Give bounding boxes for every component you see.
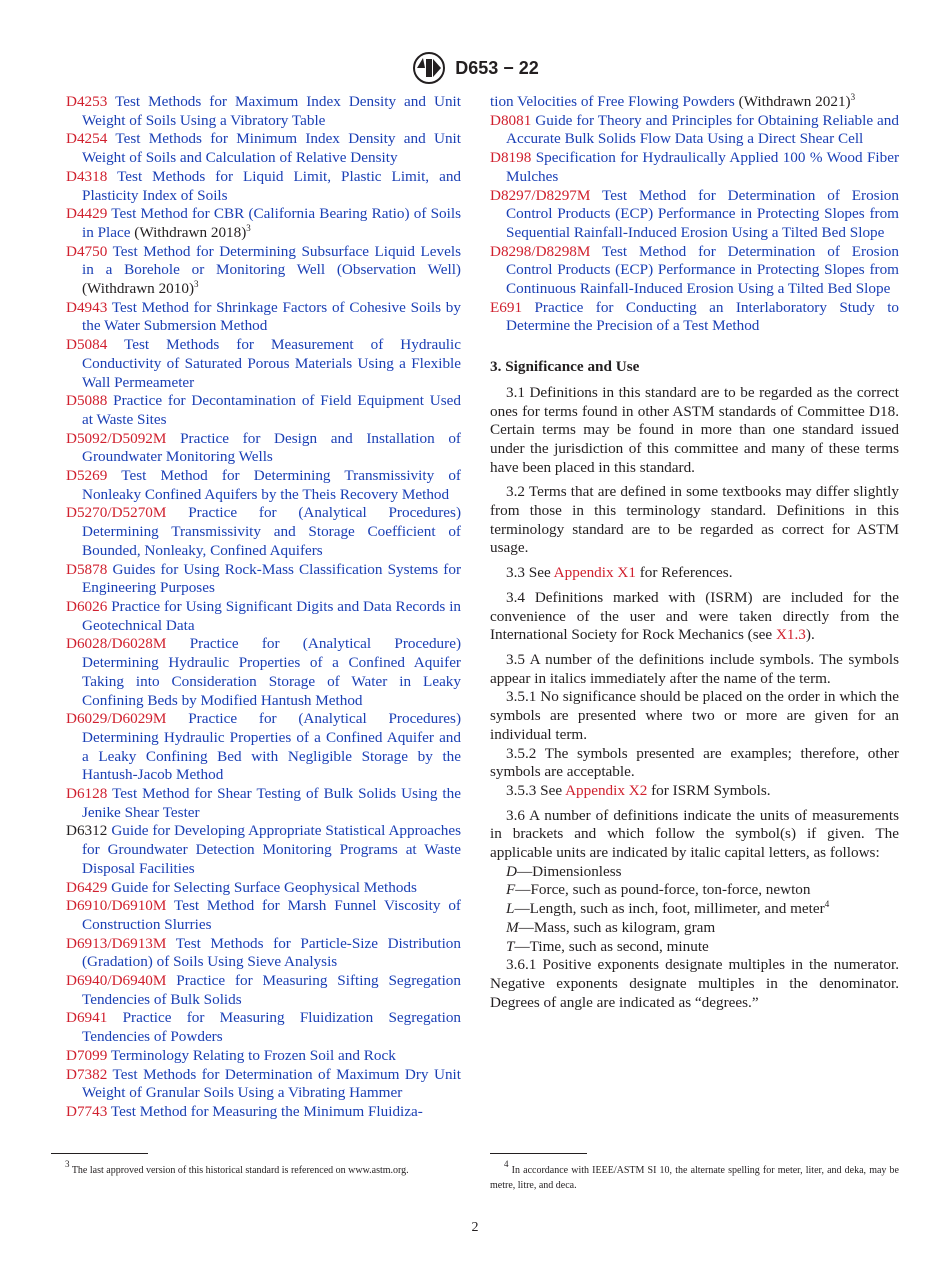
reference-entry (490, 187, 899, 243)
units-list (490, 863, 899, 957)
section-heading: 3. Significance and Use (490, 358, 640, 376)
reference-title-link[interactable]: Test Methods for Particle-Size Distribution (Gradation) of Soils Using Sieve Analysis (82, 934, 461, 971)
reference-code-link[interactable]: D6913/D6913M (66, 934, 167, 952)
reference-entry (490, 299, 899, 336)
reference-title-link[interactable]: Practice for Decontamination of Field Equipment Used at Waste Sites (82, 392, 461, 428)
reference-title-link[interactable]: Test Methods for Maximum Index Density and Unit Weight of Soils Using a Vibratory Table (82, 93, 461, 129)
reference-code-link[interactable]: D4429 (66, 205, 108, 223)
reference-entry (66, 1047, 461, 1066)
footnote-rule-right (490, 1153, 587, 1154)
paragraph-3-6-1: 3.6.1 Positive exponents designate multiples in the numerator. Negative exponents designate multiples in the denominator. Degrees of angle are indicated as “degrees.” (490, 956, 899, 1011)
unit-symbol: L (506, 900, 515, 918)
paragraph-3-1: 3.1 Definitions in this standard are to be regarded as the correct ones for terms found in other ASTM standards of Committee D18. Certain terms may be found in more than one standard issued under the jurisdiction of this committee and many of these terms have been placed in this standard. (490, 383, 899, 476)
footnote-4-text: In accordance with IEEE/ASTM SI 10, the alternate spelling for meter, liter, and deka, may be metre, litre, and deca. (490, 1165, 899, 1191)
footnote-4-number: 4 (504, 1159, 509, 1169)
paragraph-3-6: 3.6 A number of definitions indicate the units of measurements in brackets and which follow the symbol(s) if given. The applicable units are indicated by italic capital letters, as follows: (490, 806, 899, 862)
footnote-3-text: The last approved version of this historical standard is referenced on www.astm.org. (71, 1165, 409, 1176)
reference-title-link[interactable]: Specification for Hydraulically Applied 100 % Wood Fiber Mulches (506, 149, 899, 185)
x1-3-link[interactable]: X1.3 (775, 626, 806, 644)
reference-entry (66, 504, 461, 560)
reference-title-link[interactable]: Practice for Conducting an Interlaboratory Study to Determine the Precision of a Test Method (506, 298, 900, 335)
reference-title-link[interactable]: Practice for Measuring Sifting Segregation Tendencies of Bulk Solids (82, 972, 461, 1008)
reference-code-link[interactable]: D7099 (66, 1046, 108, 1064)
reference-code-link[interactable]: D6429 (66, 878, 108, 896)
footnote-4 (490, 1159, 899, 1193)
reference-entry (66, 972, 461, 1009)
reference-code-link[interactable]: D7743 (66, 1102, 108, 1120)
unit-definition (490, 900, 899, 919)
reference-title-link[interactable]: Test Method for Determination of Erosion Control Products (ECP) Performance in Protecting Slopes from Continuous Rainfall-Induced Erosion Using a Tilted Bed Slope (506, 242, 899, 298)
reference-code-link[interactable]: D8298/D8298M (490, 242, 591, 260)
reference-code-link[interactable]: D8198 (490, 149, 532, 167)
unit-symbol: T (506, 937, 515, 955)
astm-logo-icon (411, 52, 447, 84)
page-header (0, 52, 950, 84)
appendix-x1-link[interactable]: Appendix X1 (553, 564, 636, 582)
reference-entry (66, 710, 461, 785)
reference-title-link[interactable]: Test Methods for Determination of Maximum Dry Unit Weight of Granular Soils Using a Vibrating Hammer (82, 1065, 461, 1102)
paragraph-3-4-text: 3.4 Definitions marked with (ISRM) are included for the convenience of the user and were taken directly from the International Society for Rock Mechanics (see (490, 588, 899, 644)
reference-entry (66, 467, 461, 504)
reference-entry (66, 897, 461, 934)
reference-title-link[interactable]: Test Method for Determining Subsurface Liquid Levels in a Borehole or Monitoring Well (Observation Well) (82, 242, 461, 279)
reference-title-link[interactable]: Guide for Theory and Principles for Obtaining Reliable and Accurate Bulk Solids Flow Data Using a Direct Shear Cell (506, 111, 899, 148)
reference-title-link[interactable]: Test Methods for Measurement of Hydraulic Conductivity of Saturated Porous Materials Using a Flexible Wall Permeameter (82, 336, 461, 391)
reference-code-link[interactable]: D5269 (66, 467, 108, 485)
reference-title-link[interactable]: Practice for Design and Installation of Groundwater Monitoring Wells (82, 429, 461, 466)
footnote-rule-left (51, 1153, 148, 1154)
reference-title-link[interactable]: Test Method for Determining Transmissivity of Nonleaky Confined Aquifers by the Theis Recovery Method (82, 467, 461, 503)
reference-title-link[interactable]: Guide for Developing Appropriate Statistical Approaches for Groundwater Detection Monitoring Programs at Waste Disposal Facilities (82, 822, 461, 877)
unit-description: —Length, such as inch, foot, millimeter, and meter (514, 900, 825, 918)
reference-code-link[interactable]: D4750 (66, 242, 108, 260)
reference-code-link[interactable]: D5084 (66, 336, 108, 354)
reference-code-link[interactable]: D5878 (66, 560, 108, 578)
reference-code-link[interactable]: D6128 (66, 785, 108, 803)
reference-title-link[interactable]: Practice for (Analytical Procedures) Determining Hydraulic Properties of a Confined Aquifer and a Leaky Confining Bed with Negligible Storage by the Hantush-Jacob Method (82, 710, 461, 784)
referenced-documents-list-right (490, 93, 899, 336)
reference-code-link[interactable]: D8297/D8297M (490, 186, 591, 204)
reference-entry (66, 822, 461, 878)
appendix-x2-link[interactable]: Appendix X2 (565, 781, 648, 799)
left-column (66, 93, 461, 1122)
paragraph-3-3-text: 3.3 See (506, 564, 554, 582)
unit-symbol: F (506, 881, 516, 899)
reference-code-link[interactable]: D4943 (66, 298, 108, 316)
reference-entry (66, 561, 461, 598)
reference-entry (66, 1009, 461, 1046)
unit-definition (490, 881, 899, 900)
footnote-3-number: 3 (65, 1159, 70, 1169)
reference-title-link[interactable]: Practice for Using Significant Digits and Data Records in Geotechnical Data (82, 597, 462, 634)
reference-title-link[interactable]: Test Method for Measuring the Minimum Fluidiza- (110, 1102, 423, 1120)
paragraph-3-3-text-end: for References. (635, 564, 733, 582)
reference-entry (66, 1103, 461, 1122)
page-number: 2 (471, 1220, 479, 1235)
reference-code-link[interactable]: D6910/D6910M (66, 897, 167, 915)
unit-definition (490, 919, 899, 938)
paragraph-3-5-3-text-end: for ISRM Symbols. (647, 781, 771, 799)
reference-code-link[interactable]: D4253 (66, 93, 108, 110)
unit-description: —Dimensionless (516, 862, 622, 880)
paragraph-3-3 (490, 564, 899, 583)
paragraph-3-5: 3.5 A number of the definitions include symbols. The symbols appear in italics immediately after the name of the term. (490, 650, 899, 687)
reference-entry (66, 205, 461, 242)
footnote-3 (51, 1159, 461, 1179)
reference-code-link[interactable]: D6312 (66, 822, 108, 840)
unit-symbol: D (506, 862, 517, 880)
reference-title-link[interactable]: Test Methods for Liquid Limit, Plastic Limit, and Plasticity Index of Soils (82, 167, 462, 204)
reference-code-link[interactable]: D6941 (66, 1009, 108, 1027)
footnote-marker: 4 (824, 899, 830, 910)
reference-code-link[interactable]: D6940/D6940M (66, 972, 167, 990)
reference-code-link[interactable]: D6028/D6028M (66, 635, 167, 653)
reference-entry (66, 635, 461, 710)
reference-title-link[interactable]: tion Velocities of Free Flowing Powders (490, 93, 735, 110)
reference-code-link[interactable]: D4318 (66, 167, 108, 185)
reference-title-link[interactable]: Guides for Using Rock-Mass Classification Systems for Engineering Purposes (82, 560, 462, 597)
reference-title-link[interactable]: Guide for Selecting Surface Geophysical Methods (111, 878, 417, 896)
reference-withdrawn-note: (Withdrawn 2018) (134, 223, 247, 241)
reference-title-link[interactable]: Test Methods for Minimum Index Density and Unit Weight of Soils and Calculation of Relative Density (82, 130, 462, 167)
reference-title-link[interactable]: Practice for Measuring Fluidization Segregation Tendencies of Powders (82, 1009, 462, 1046)
footnote-marker: 3 (246, 222, 251, 233)
reference-entry (66, 336, 461, 392)
reference-entry (490, 112, 899, 149)
reference-code-link[interactable]: D5270/D5270M (66, 504, 167, 522)
paragraph-3-5-1: 3.5.1 No significance should be placed on the order in which the symbols are presented where two or more are given for an individual term. (490, 688, 899, 743)
reference-code-link[interactable]: E691 (490, 298, 523, 316)
reference-title-link[interactable]: Test Method for Shear Testing of Bulk Solids Using the Jenike Shear Tester (82, 785, 461, 821)
paragraph-3-2: 3.2 Terms that are defined in some textbooks may differ slightly from those in this terminology standard. Definitions in this terminology standard are to be regarded as correct for ASTM usage. (490, 483, 899, 557)
unit-symbol: M (506, 918, 519, 936)
reference-code-link[interactable]: D5088 (66, 392, 108, 410)
unit-description: —Force, such as pound-force, ton-force, newton (515, 881, 811, 899)
reference-entry (66, 430, 461, 467)
reference-title-link[interactable]: Terminology Relating to Frozen Soil and Rock (110, 1046, 396, 1064)
reference-entry (490, 243, 899, 299)
reference-entry (66, 879, 461, 898)
unit-description: —Time, such as second, minute (514, 937, 709, 955)
reference-title-link[interactable]: Practice for (Analytical Procedure) Determining Hydraulic Properties of a Confined Aquifer Taking into Consideration Storage of Water in Leaky Confining Beds by Modified Hantush Method (82, 635, 462, 709)
reference-title-link[interactable]: Test Method for Shrinkage Factors of Cohesive Soils by the Water Submersion Method (82, 298, 461, 335)
standard-designation: D653 − 22 (455, 57, 539, 78)
paragraph-3-4-text-end: ). (805, 626, 815, 644)
unit-definition (490, 938, 899, 957)
reference-entry (66, 168, 461, 205)
reference-code-link[interactable]: D7382 (66, 1065, 108, 1083)
reference-entry (66, 130, 461, 167)
reference-title-link[interactable]: Practice for (Analytical Procedures) Determining Transmissivity and Storage Coefficient of Bounded, Nonleaky, Confined Aquifers (82, 504, 461, 559)
reference-title-link[interactable]: Test Method for Marsh Funnel Viscosity of Construction Slurries (82, 897, 461, 933)
right-column (490, 93, 899, 1012)
reference-entry (66, 243, 461, 299)
reference-entry (66, 785, 461, 822)
reference-entry (66, 935, 461, 972)
reference-entry (490, 93, 899, 112)
reference-code-link[interactable]: D4254 (66, 130, 108, 148)
unit-description: —Mass, such as kilogram, gram (518, 918, 716, 936)
paragraph-3-5-3-text: 3.5.3 See (506, 781, 566, 799)
reference-title-link[interactable]: Test Method for Determination of Erosion Control Products (ECP) Performance in Protecting Slopes from Sequential Rainfall-Induced Erosion Using a Tilted Bed Slope (506, 186, 899, 241)
reference-code-link[interactable]: D5092/D5092M (66, 429, 167, 447)
reference-entry (66, 598, 461, 635)
paragraph-3-4 (490, 589, 899, 645)
reference-entry (66, 1066, 461, 1103)
reference-entry (66, 392, 461, 429)
reference-code-link[interactable]: D6029/D6029M (66, 710, 167, 728)
footnote-marker: 3 (850, 92, 856, 102)
reference-entry (490, 149, 899, 186)
reference-withdrawn-note: (Withdrawn 2021) (738, 93, 851, 110)
reference-entry (66, 299, 461, 336)
referenced-documents-list-left (66, 93, 461, 1122)
reference-title-link[interactable]: Test Method for CBR (California Bearing Ratio) of Soils in Place (82, 205, 461, 241)
reference-entry (66, 93, 461, 130)
reference-code-link[interactable]: D8081 (490, 111, 532, 129)
paragraph-3-5-3 (490, 782, 899, 801)
reference-code-link[interactable]: D6026 (66, 597, 108, 615)
paragraph-3-5-2: 3.5.2 The symbols presented are examples; therefore, other symbols are acceptable. (490, 744, 899, 781)
unit-definition (490, 863, 899, 882)
reference-withdrawn-note: (Withdrawn 2010) (82, 280, 194, 298)
footnote-marker: 3 (194, 279, 199, 290)
